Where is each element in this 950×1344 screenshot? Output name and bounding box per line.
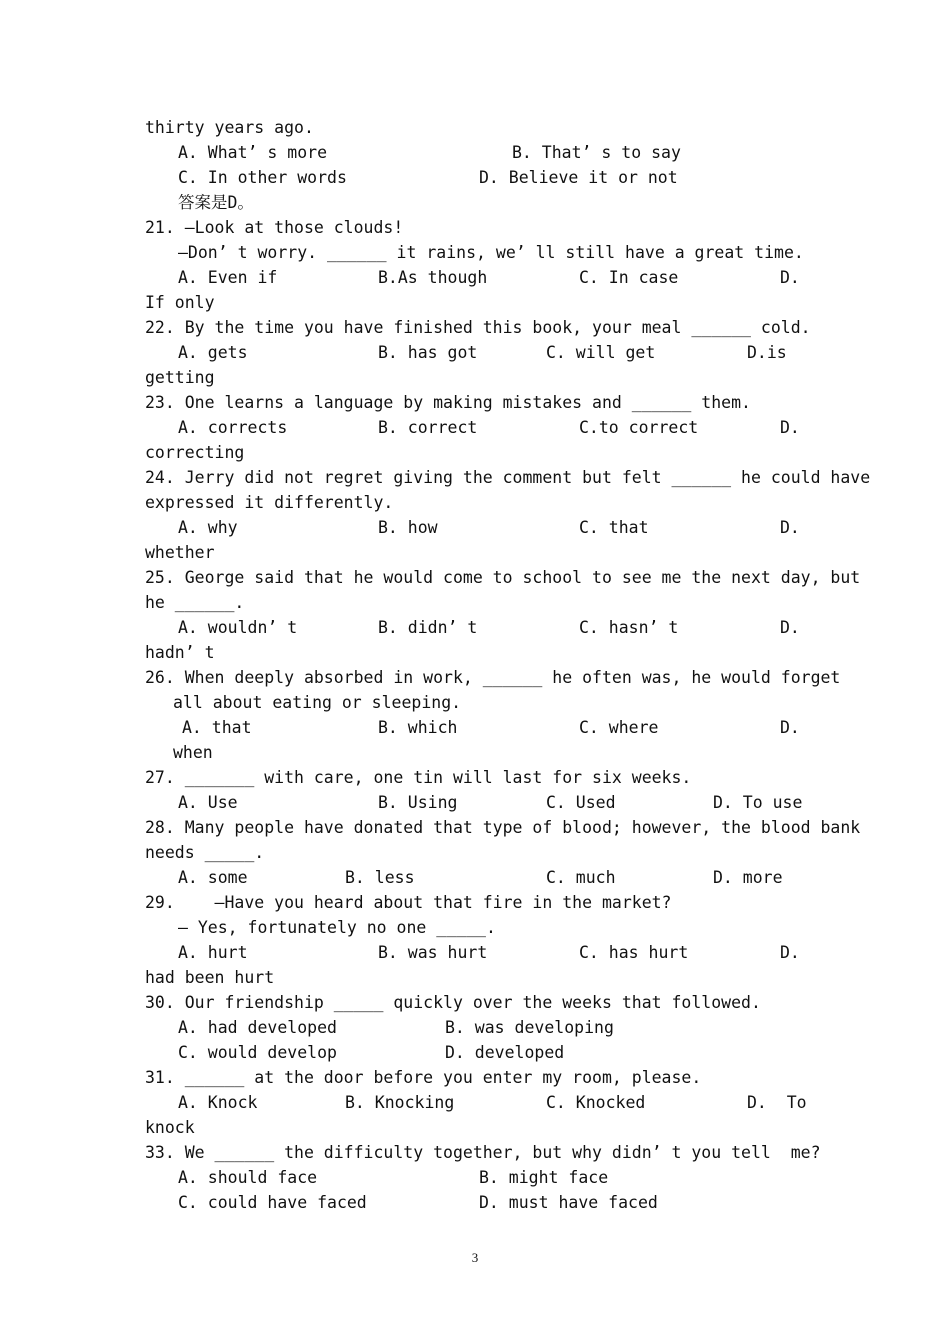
text-line: getting bbox=[145, 368, 215, 387]
text-line: A. Knock bbox=[178, 1093, 258, 1112]
text-line: A. should face bbox=[178, 1168, 318, 1187]
text-line: D. must have faced bbox=[479, 1193, 658, 1212]
text-line: B. didn’ t bbox=[378, 618, 478, 637]
text-line: B. might face bbox=[479, 1168, 609, 1187]
text-line: correcting bbox=[145, 443, 245, 462]
text-line: B. how bbox=[378, 518, 438, 537]
text-line: C.to correct bbox=[579, 418, 699, 437]
text-line: A. corrects bbox=[178, 418, 288, 437]
text-line: C. In other words bbox=[178, 168, 347, 187]
text-line: D. bbox=[780, 618, 800, 637]
text-line: B. has got bbox=[378, 343, 478, 362]
text-line: A. Even if bbox=[178, 268, 278, 287]
text-line: B. less bbox=[345, 868, 415, 887]
text-line: all about eating or sleeping. bbox=[173, 693, 462, 712]
text-line: D. more bbox=[713, 868, 783, 887]
text-line: C. Knocked bbox=[546, 1093, 646, 1112]
text-line: A. had developed bbox=[178, 1018, 337, 1037]
text-line: knock bbox=[145, 1118, 195, 1137]
text-line: 26. When deeply absorbed in work, ______ he often was, he would forget bbox=[145, 668, 841, 687]
text-line: had been hurt bbox=[145, 968, 275, 987]
text-line: C. In case bbox=[579, 268, 679, 287]
text-line: C. could have faced bbox=[178, 1193, 367, 1212]
text-line: A. wouldn’ t bbox=[178, 618, 298, 637]
text-line: C. Used bbox=[546, 793, 616, 812]
text-line: If only bbox=[145, 293, 215, 312]
text-line: 29. —Have you heard about that fire in the market? bbox=[145, 893, 672, 912]
text-line: D.is bbox=[747, 343, 787, 362]
text-line: A. Use bbox=[178, 793, 238, 812]
text-line: D. bbox=[780, 518, 800, 537]
text-line: when bbox=[173, 743, 213, 762]
text-line: D. bbox=[780, 718, 800, 737]
text-line: B. was hurt bbox=[378, 943, 488, 962]
text-line: —Don’ t worry. ______ it rains, we’ ll still have a great time. bbox=[178, 243, 804, 262]
text-line: D. developed bbox=[445, 1043, 565, 1062]
text-line: 27. _______ with care, one tin will last for six weeks. bbox=[145, 768, 692, 787]
text-line: A. that bbox=[182, 718, 252, 737]
text-line: C. will get bbox=[546, 343, 656, 362]
text-line: hadn’ t bbox=[145, 643, 215, 662]
text-line: C. that bbox=[579, 518, 649, 537]
text-line: B. Knocking bbox=[345, 1093, 455, 1112]
text-line: C. hasn’ t bbox=[579, 618, 679, 637]
text-line: B. Using bbox=[378, 793, 458, 812]
text-line: B. That’ s to say bbox=[512, 143, 681, 162]
text-line: 31. ______ at the door before you enter my room, please. bbox=[145, 1068, 702, 1087]
text-line: D. bbox=[780, 943, 800, 962]
text-line: 24. Jerry did not regret giving the comment but felt ______ he could have bbox=[145, 468, 871, 487]
text-line: A. gets bbox=[178, 343, 248, 362]
text-line: 28. Many people have donated that type of blood; however, the blood bank bbox=[145, 818, 861, 837]
text-line: 21. —Look at those clouds! bbox=[145, 218, 404, 237]
page-number: 3 bbox=[471, 1250, 479, 1265]
text-line: 33. We ______ the difficulty together, but why didn’ t you tell me? bbox=[145, 1143, 821, 1162]
text-line: 30. Our friendship _____ quickly over the weeks that followed. bbox=[145, 993, 761, 1012]
text-line: 25. George said that he would come to school to see me the next day, but bbox=[145, 568, 861, 587]
text-line: needs _____. bbox=[145, 843, 265, 862]
text-line: whether bbox=[145, 543, 215, 562]
text-line: C. has hurt bbox=[579, 943, 689, 962]
text-line: he ______. bbox=[145, 593, 245, 612]
text-line: 答案是D。 bbox=[178, 193, 254, 212]
text-line: thirty years ago. bbox=[145, 118, 314, 137]
text-line: B. which bbox=[378, 718, 458, 737]
text-line: 22. By the time you have finished this book, your meal ______ cold. bbox=[145, 318, 811, 337]
text-line: C. would develop bbox=[178, 1043, 337, 1062]
text-line: D. To use bbox=[713, 793, 803, 812]
text-line: B. was developing bbox=[445, 1018, 614, 1037]
text-line: C. where bbox=[579, 718, 659, 737]
text-line: D. bbox=[780, 418, 800, 437]
text-line: C. much bbox=[546, 868, 616, 887]
text-line: A. hurt bbox=[178, 943, 248, 962]
text-line: 23. One learns a language by making mistakes and ______ them. bbox=[145, 393, 751, 412]
text-line: B. correct bbox=[378, 418, 478, 437]
text-line: D. To bbox=[747, 1093, 807, 1112]
text-line: — Yes, fortunately no one _____. bbox=[178, 918, 496, 937]
text-line: A. What’ s more bbox=[178, 143, 328, 162]
text-line: D. Believe it or not bbox=[479, 168, 678, 187]
text-line: expressed it differently. bbox=[145, 493, 394, 512]
text-line: A. why bbox=[178, 518, 238, 537]
text-line: B.As though bbox=[378, 268, 488, 287]
text-line: D. bbox=[780, 268, 800, 287]
text-line: A. some bbox=[178, 868, 248, 887]
